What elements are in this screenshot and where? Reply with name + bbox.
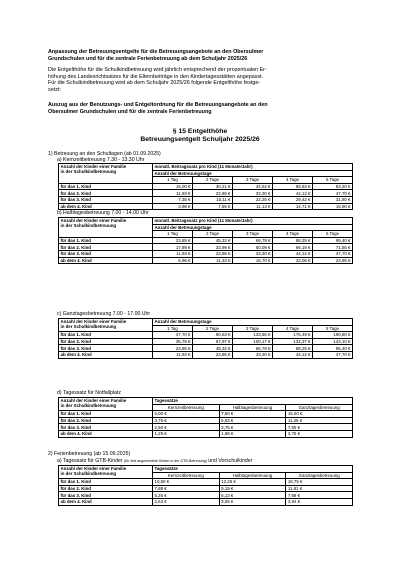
row-header-cell: Anzahl der Kinder einer Familie in der Schulkindbetreuung: [59, 398, 153, 411]
table-row: für das 3. Kind 5,25 € 6,13 € 7,88 €: [59, 492, 353, 499]
table-row: für das 2. Kind 3,75 € 5,63 € 11,25 €: [59, 417, 353, 424]
table-e-label: a) Tagessatz für GTB-Kinder (für fest angemeldete Kinder in der GTB-Betreuung) und Vorschulkinder: [57, 458, 253, 464]
row-header-cell: Anzahl der Kinder einer Familie in der Schulkindbetreuung: [59, 466, 153, 479]
row-header-cell: Anzahl der Kinder einer Familie in der Schulkindbetreuung: [59, 218, 153, 238]
col-header: 5 Tage: [313, 325, 353, 332]
col-header: 5 Tage: [313, 231, 353, 238]
table-row: ab dem 4. Kind 1,25 € 1,88 € 3,75 €: [59, 430, 353, 437]
table-row: ab dem 4. Kind 3,98 € 7,55 € 11,13 € 14,71 € 15,90 €: [60, 203, 351, 209]
intro-line: Die Entgelthöhe für die Schulkindbetreuung wird jährlich entsprechend der prozentualen Er-: [48, 67, 267, 73]
col-header: Kernzeitbetreuung: [153, 404, 220, 411]
table-row: für das 1. Kind 47,70 € 90,63 € 133,56 € 176,49 € 190,80 €: [60, 332, 351, 338]
daily-rates-header: Tagessätze: [153, 466, 353, 473]
col-header: 2 Tage: [193, 231, 233, 238]
excerpt-heading: [48, 102, 352, 115]
table-row: für das 3. Kind 23,85 € 45,32 € 66,78 € 88,25 € 95,40 €: [60, 345, 351, 351]
row-header-cell: Anzahl der Kinder einer Familie in der Schulkindbetreuung: [59, 319, 153, 332]
table-row: für das 3. Kind 11,93 € 22,86 € 33,30 € 44,12 € 47,70 €: [60, 251, 351, 257]
section-title: § 15 Entgelthöhe: [172, 128, 228, 135]
daily-rates-header: Tagessätze: [153, 398, 353, 405]
days-header: Anzahl der Betreuungstage: [153, 224, 353, 231]
table-row: für das 3. Kind 7,35 € 15,11 € 22,25 € 29,42 € 31,80 €: [60, 197, 351, 203]
heading-line: Anpassung der Betreuungsentgelte für die Betreuungsangebote an den Obersulmer: [48, 49, 264, 55]
col-header: 2 Tage: [193, 325, 233, 332]
col-header: 3 Tage: [233, 177, 273, 184]
table-kernzeit: [58, 163, 353, 210]
days-header: Anzahl der Betreuungstage: [153, 170, 353, 177]
intro-line: Für die Schulkindbetreuung wird ab dem Schuljahr 2025/26 folgende Entgelthöhe festge-: [48, 80, 261, 87]
table-row: für das 2. Kind 35,78 € 67,97 € 100,17 € 132,37 € 143,10 €: [60, 339, 351, 345]
col-header: Halbtagesbetreuung: [219, 404, 286, 411]
table-row: ab dem 4. Kind 2,63 € 3,06 € 3,94 €: [59, 498, 353, 505]
table-row: für das 2. Kind 17,89 € 33,99 € 50,09 € 66,19 € 71,55 €: [60, 244, 351, 250]
document-heading: [48, 49, 352, 62]
intro-line: höhung des Landesrichtsatzes für die Elternbeiträge in den Kindertagesstätten angepasst.: [48, 73, 264, 80]
table-ferien: [58, 465, 353, 506]
table-ganztag: [58, 318, 353, 359]
part1-label: 1) Betreuung an den Schultagen (ab 01.09.2025): [48, 151, 161, 157]
table-row: ab dem 4. Kind 5,96 € 11,33 € 16,70 € 22,06 € 23,85 €: [60, 257, 351, 263]
table-notfall: [58, 397, 353, 438]
col-header: Kernzeitbetreuung: [153, 472, 220, 479]
table-row: ab dem 4. Kind 11,93 € 22,86 € 33,30 € 44,12 € 47,70 €: [60, 352, 351, 358]
col-header: 4 Tage: [273, 325, 313, 332]
table-row: für das 2. Kind 11,93 € 22,86 € 33,30 € 44,12 € 47,70 €: [60, 190, 351, 196]
table-halbtag: [58, 217, 353, 264]
table-row: für das 1. Kind 5,00 € 7,50 € 15,00 €: [59, 411, 353, 418]
table-row: für das 1. Kind 23,85 € 45,32 € 66,78 € 88,25 € 95,40 €: [60, 238, 351, 244]
table-d-label: d) Tagessatz für Notfallplatz: [57, 390, 121, 396]
col-header: 1 Tag: [153, 231, 193, 238]
col-header: 5 Tage: [313, 177, 353, 184]
table-row: für das 1. Kind 15,00 € 30,21 € 44,52 € 59,83 € 83,20 €: [60, 184, 351, 190]
col-header: 1 Tag: [153, 325, 193, 332]
section-subtitle: Betreuungsentgelt Schuljahr 2025/26: [140, 136, 260, 143]
table-row: für das 1. Kind 10,50 € 12,25 € 15,75 €: [59, 479, 353, 486]
intro-line: setzt:: [48, 86, 61, 93]
table-c-label: c) Ganztagesbetreuung 7.00 - 17.00 Uhr: [57, 311, 151, 317]
excerpt-line: Auszug aus der Benutzungs- und Entgeltordnung für die Betreuungsangebote an den: [48, 102, 268, 108]
col-header: 3 Tage: [233, 231, 273, 238]
table-a-label: a) Kernzeitbetreuung 7.30 - 13.30 Uhr: [57, 157, 145, 163]
col-header: Ganztagesbetreuung: [286, 472, 353, 479]
table-row: für das 2. Kind 7,88 € 9,19 € 11,81 €: [59, 485, 353, 492]
part2-label: 2) Ferienbetreuung (ab 15.09.2025): [48, 451, 131, 457]
col-header: Ganztagesbetreuung: [286, 404, 353, 411]
monthly-header: monatl. Beitragssatz pro Kind (11 Monate/Jahr): [153, 218, 353, 225]
excerpt-line: Obersulmer Grundschulen und für die zentrale Ferienbetreuung: [48, 108, 212, 115]
col-header: Halbtagesbetreuung: [219, 472, 286, 479]
monthly-header: monatl. Beitragssatz pro Kind (11 Monate/Jahr): [153, 164, 353, 171]
col-header: 2 Tage: [193, 177, 233, 184]
table-b-label: b) Halbtagesbetreuung 7.00 - 14.00 Uhr: [57, 210, 149, 216]
heading-line: Grundschulen und für die zentrale Ferienbetreuung ab dem Schuljahr 2025/26: [48, 55, 248, 62]
days-header: Anzahl der Betreuungstage: [153, 319, 353, 326]
intro-paragraph: [48, 67, 352, 93]
col-header: 4 Tage: [273, 231, 313, 238]
col-header: 1 Tag: [153, 177, 193, 184]
col-header: 4 Tage: [273, 177, 313, 184]
row-header-cell: Anzahl der Kinder einer Familie in der Schulkindbetreuung: [59, 164, 153, 184]
col-header: 3 Tage: [233, 325, 273, 332]
table-row: für das 3. Kind 2,50 € 3,75 € 7,50 €: [59, 424, 353, 431]
